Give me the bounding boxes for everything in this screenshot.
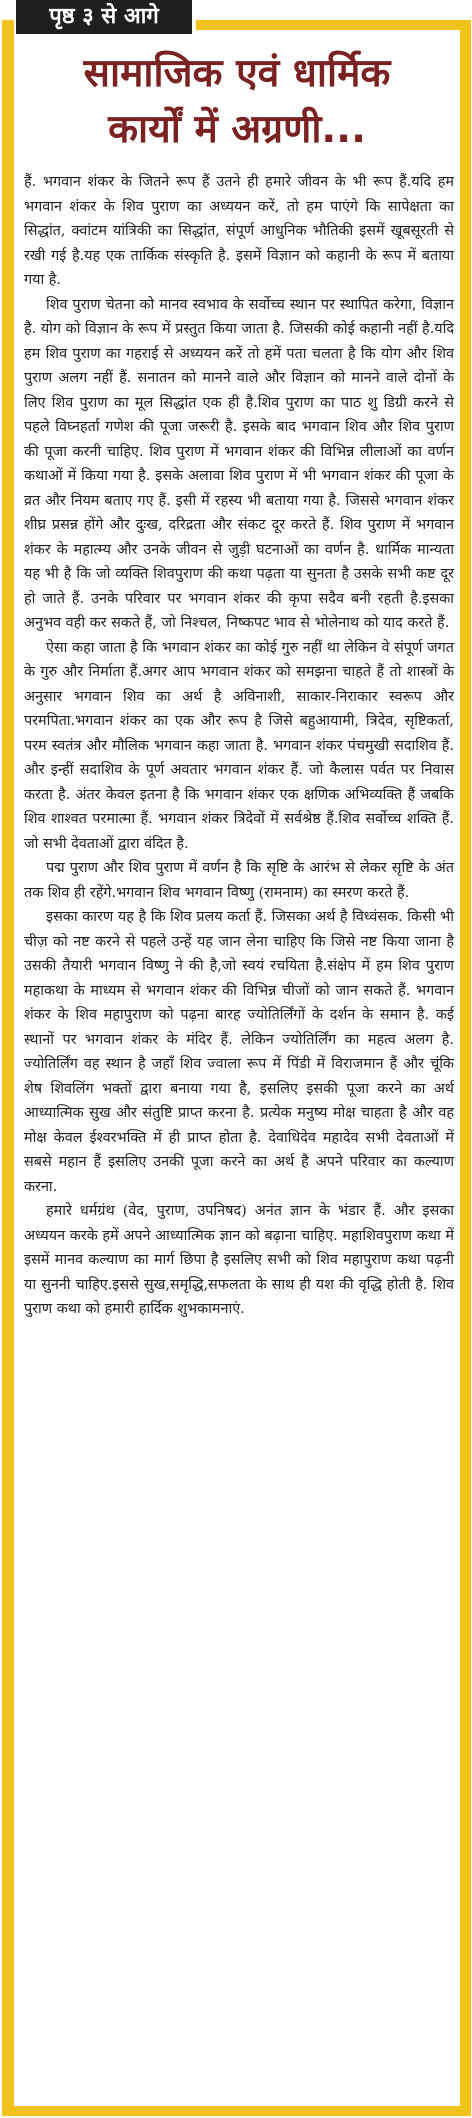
border-right [460,20,471,2114]
paragraph: हमारे धर्मग्रंथ (वेद, पुराण, उपनिषद) अनंत ज्ञान के भंडार हैं. और इसका अध्ययन करके हमें अपने आध्यात्मिक ज्ञान को बढ़ाना चाहिए. महाशिवपुराण कथा में इसमें मानव कल्याण का मार्ग छिपा है इसलिए सभी को शिव महापुराण कथा पढ़नी या सुननी चाहिए.इससे सुख,समृद्धि,सफलता के साथ ही यश की वृद्धि होती है. शिव पुराण कथा को हमारी हार्दिक शुभकामनाएं. [24,1203,454,1317]
border-bottom [2,2106,471,2116]
article-headline [18,46,456,158]
paragraph: ऐसा कहा जाता है कि भगवान शंकर का कोई गुरु नहीं था लेकिन वे संपूर्ण जगत के गुरु और निर्माता हैं.अगर आप भगवान शंकर को समझना चाहते हैं तो शास्त्रों के अनुसार भगवान शिव का अर्थ है अविनाशी, साकार-निराकार स्वरूप और परमपिता.भगवान शंकर का एक और रूप है जिसे बहुआयामी, त्रिदेव, सृष्टिकर्ता, परम स्वतंत्र और मौलिक भगवान कहा जाता है. भगवान शंकर पंचमुखी सदाशिव हैं. और इन्हीं सदाशिव के पूर्ण अवतार भगवान शंकर हैं. जो कैलास पर्वत पर निवास करता है. अंतर केवल इतना है कि भगवान शंकर एक क्षणिक अभिव्यक्ति हैं जबकि शिव शाश्वत परमात्मा हैं. भगवान शंकर त्रिदेवों में सर्वश्रेष्ठ हैं.शिव सर्वोच्च शक्ति हैं. जो सभी देवताओं द्वारा वंदित है. [24,639,454,852]
headline-line-2: कार्यों में अग्रणी... [108,107,366,152]
border-top [196,20,471,30]
paragraph: शिव पुराण चेतना को मानव स्वभाव के सर्वोच्च स्थान पर स्थापित करेगा, विज्ञान है. योग को विज्ञान के रूप में प्रस्तुत किया जाता है. जिसकी कोई कहानी नहीं है.यदि हम शिव पुराण का गहराई से अध्ययन करें तो हमें पता चलता है कि योग और शिव पुराण अलग नहीं हैं. सनातन को मानने वाले और विज्ञान को मानने वाले दोनों के लिए शिव पुराण का मूल सिद्धांत एक ही है.शिव पुराण का पाठ शु डिग्री करने से पहले विघ्नहर्ता गणेश की पूजा जरूरी है. इसके बाद भगवान शिव और शिव पुराण की पूजा करनी चाहिए. शिव पुराण में भगवान शंकर की विभिन्न लीलाओं का वर्णन कथाओं में किया गया है. इसके अलावा शिव पुराण में भी भगवान शंकर की पूजा के व्रत और नियम बताए गए हैं. इसी में रहस्य भी बताया गया है. जिससे भगवान शंकर शीघ्र प्रसन्न होंगे और दुःख, दरिद्रता और संकट दूर करते हैं. शिव पुराण में भगवान शंकर के महात्म्य और उनके जीवन से जुड़ी घटनाओं का वर्णन है. धार्मिक मान्यता यह भी है कि जो व्यक्ति शिवपुराण की कथा पढ़ता या सुनता है उसके सभी कष्ट दूर हो जाते हैं. उनके परिवार पर भगवान शंकर की कृपा सदैव बनी रहती है.इसका अनुभव वही कर सकते हैं, जो निश्चल, निष्कपट भाव से भोलेनाथ को याद करते हैं. [24,296,454,631]
headline-line-1: सामाजिक एवं धार्मिक [83,51,391,96]
paragraph: इसका कारण यह है कि शिव प्रलय कर्ता हैं. जिसका अर्थ है विध्वंसक. किसी भी चीज़ को नष्ट करने से पहले उन्हें यह जान लेना चाहिए कि जिसे नष्ट किया जाना है उसकी तैयारी भगवान विष्णु ने की है,जो स्वयं रचयिता है.संक्षेप में हम शिव पुराण महाकथा के माध्यम से भगवान शंकर की विभिन्न चीजों को जान सकते हैं. भगवान शंकर के शिव महापुराण को पढ़ना बारह ज्योतिर्लिंगों के दर्शन के समान है. कई स्थानों पर भगवान शंकर के मंदिर हैं. लेकिन ज्योतिर्लिंग का महत्व अलग है. ज्योतिर्लिंग वह स्थान है जहाँ शिव ज्वाला रूप में पिंडी में विराजमान हैं और चूंकि शेष शिवलिंग भक्तों द्वारा बनाया गया है, इसलिए इसकी पूजा करने का अर्थ आध्यात्मिक सुख और संतुष्टि प्राप्त करना है. प्रत्येक मनुष्य मोक्ष चाहता है और वह मोक्ष केवल ईश्वरभक्ति में ही प्राप्त होता है. देवाधिदेव महादेव सभी देवताओं में सबसे महान हैं इसलिए उनकी पूजा करने का अर्थ है अपने परिवार का कल्याण करना. [24,909,454,1195]
paragraph: हैं. भगवान शंकर के जितने रूप हैं उतने ही हमारे जीवन के भी रूप हैं.यदि हम भगवान शंकर के शिव पुराण का अध्ययन करें, तो हम पाएंगे कि सापेक्षता का सिद्धांत, क्वांटम यांत्रिकी का सिद्धांत, संपूर्ण आधुनिक भौतिकी इसमें खूबसूरती से रखी गई है.यह एक तार्किक संस्कृति है. इसमें विज्ञान को कहानी के रूप में बताया गया है. [24,174,454,288]
continued-from-label: पृष्ठ ३ से आगे [16,0,192,34]
paragraph: पद्म पुराण और शिव पुराण में वर्णन है कि सृष्टि के आरंभ से लेकर सृष्टि के अंत तक शिव ही रहेंगे.भगवान शिव भगवान विष्णु (रामनाम) का स्मरण करते हैं. [24,860,454,901]
article-body [24,170,454,1322]
border-left [2,20,14,2114]
